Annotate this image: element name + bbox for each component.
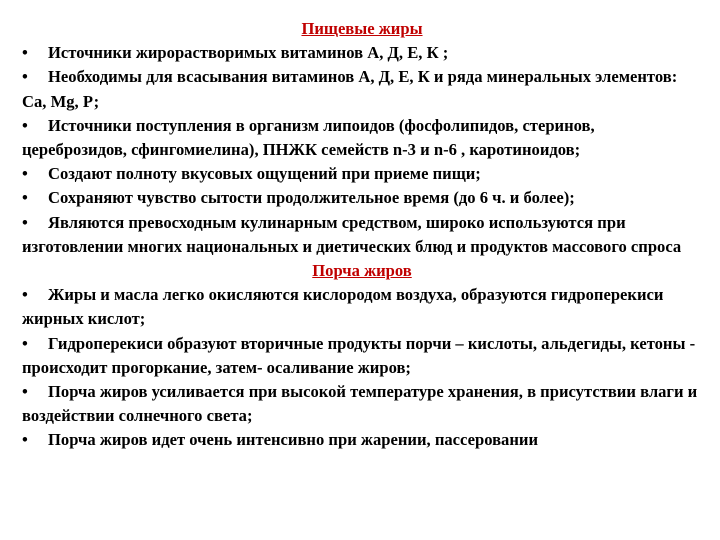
bullet-text: Необходимы для всасывания витаминов А, Д, Е, К и ряда минеральных элементов: Са, Mg, Р; bbox=[22, 67, 678, 111]
bullet-text: Источники жирорастворимых витаминов А, Д, Е, К ; bbox=[48, 43, 449, 63]
bullet-mark: • bbox=[22, 43, 28, 63]
bullet-item bbox=[22, 332, 702, 380]
bullet-mark: • bbox=[22, 333, 28, 353]
bullet-mark: • bbox=[22, 430, 28, 450]
bullet-text: Порча жиров усиливается при высокой температуре хранения, в присутствии влаги и воздействии солнечного света; bbox=[22, 382, 698, 426]
bullet-item bbox=[22, 162, 702, 186]
bullet-text: Создают полноту вкусовых ощущений при приеме пищи; bbox=[48, 164, 481, 184]
bullet-mark: • bbox=[22, 67, 28, 87]
bullet-item bbox=[22, 211, 702, 259]
bullet-mark: • bbox=[22, 164, 28, 184]
heading-edible-fats: Пищевые жиры bbox=[301, 19, 423, 38]
bullet-item bbox=[22, 428, 702, 452]
bullet-mark: • bbox=[22, 212, 28, 232]
bullet-text: Источники поступления в организм липоидов (фосфолипидов, стеринов, цереброзидов, сфингомиелина), ПНЖК семейств n-3 и n-6 , каротиноидов; bbox=[22, 115, 595, 160]
bullet-text: Жиры и масла легко окисляются кислородом воздуха, образуются гидроперекиси жирных кислот; bbox=[22, 285, 664, 329]
heading-fat-spoilage: Порча жиров bbox=[312, 261, 412, 281]
bullet-text: Порча жиров идет очень интенсивно при жарении, пассеровании bbox=[48, 430, 539, 450]
bullet-item bbox=[22, 41, 702, 65]
bullet-item bbox=[22, 65, 702, 113]
bullet-item bbox=[22, 380, 702, 428]
bullet-item bbox=[22, 186, 702, 210]
bullet-item bbox=[22, 283, 702, 331]
bullet-mark: • bbox=[22, 115, 28, 135]
bullet-text: Сохраняют чувство сытости продолжительное время (до 6 ч. и более); bbox=[48, 188, 575, 208]
bullet-mark: • bbox=[22, 285, 28, 305]
bullet-item bbox=[22, 114, 702, 162]
slide-content bbox=[22, 17, 702, 453]
bullet-mark: • bbox=[22, 382, 28, 402]
bullet-mark: • bbox=[22, 188, 28, 208]
bullet-text: Гидроперекиси образуют вторичные продукты порчи – кислоты, альдегиды, кетоны - происходит прогоркание, затем- осаливание жиров; bbox=[22, 333, 696, 377]
bullet-text: Являются превосходным кулинарным средством, широко используются при изготовлении многих национальных и диетических блюд и продуктов массового спроса bbox=[22, 212, 682, 256]
